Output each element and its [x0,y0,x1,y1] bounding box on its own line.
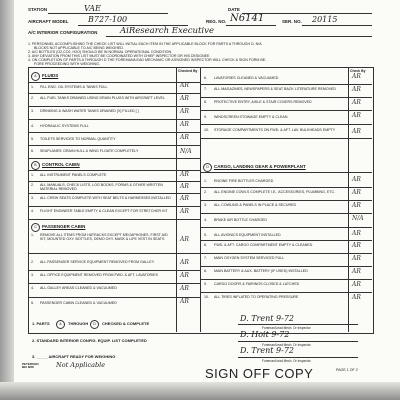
initial-mark: N/A [180,148,192,155]
item-number: 1. [31,233,34,237]
instruction-line: 3. ANY DEVIATION FROM THIS LIST MUST BE COORDINATED WITH CHIEF INSPECTOR OR HIS DESIGNEE. [28,54,211,58]
initial-mark: AR [352,112,361,119]
initial-mark: AR [352,230,361,237]
item-number: 3. [204,203,207,207]
checklist-item: ALL FUEL TANKS DRAINED USING DRAIN PLUGS WITH AIRCRAFT LEVEL [40,96,165,100]
section-a-title: FLUIDS [42,73,59,78]
interior-config-label: A/C INTERIOR CONFIGURATION [28,30,98,35]
initial-mark: AR [180,195,189,202]
initial-mark: AR [180,108,189,115]
section-d-title: CARGO, LANDING GEAR & POWERPLANT [214,164,306,169]
checklist-item: ALL AVIONICS EQUIPMENT INSTALLED [214,233,281,237]
initial-mark: AR [352,99,361,106]
initial-mark: AR [180,208,189,215]
item-number: 7. [204,87,207,91]
checklist-item: FILL ENG. OIL SYSTEMS & TANKS FULL [40,85,108,89]
section-a-letter: A [31,72,40,81]
item-number: 5. [31,301,34,305]
initial-mark: AR [180,134,189,141]
item-number: 4. [204,218,207,222]
checklist-item: ALL CREW SEATS COMPLETE WITH SEAT BELTS & HARNESSES INSTALLED [40,196,171,200]
signature-3: D. Trent 9-72 [240,346,294,355]
initial-mark: AR [352,176,361,183]
item-number: 3. [31,196,34,200]
signature-caption: Foreman/Lead Mech. Or Inspector [262,326,311,330]
checklist-item: ALL PASSENGER SERVICE EQUIPMENT REMOVED FROM GALLEY [40,260,155,264]
checklist-item: REMOVE ALL ITEMS FROM HATRACKS EXCEPT MEGAPHONES, FIRST AID KIT, MOUNTED OXY. BOTTLES, DEMO OXY. MASK & LIFE VEST IN SEATS [40,233,168,241]
signoff-through-label: THROUGH [68,321,89,326]
initial-mark: N/A [352,215,364,222]
initial-mark: AR [352,294,361,301]
checklist-item: ALL ENGINE COWLS COMPLETE I.E., ACCESSORIES, PLUMBING, ETC. [214,190,336,194]
item-number: 1. [31,85,34,89]
form-number: PETERSON BEI 8/68 [22,362,39,370]
item-number: 7. [204,256,207,260]
initial-mark: AR [180,298,189,305]
item-number: 2. [31,96,34,100]
initial-mark: AR [352,73,361,80]
initial-mark: AR [180,285,189,292]
item-number: 6. [204,243,207,247]
item-number: 4. [31,286,34,290]
scan-left-edge [0,0,14,400]
checklist-item: DRINKING & WASH WATER TANKS DRAINED [X] FILLED [ ] [40,109,139,113]
instruction-line: FORE PROCEEDING WITH WEIGHING. [34,62,100,66]
signoff-letter-d: D [90,320,99,329]
initial-mark: AR [352,86,361,93]
initial-mark: AR [180,82,189,89]
checklist-item: SEAPLANES: DRAIN HULL & WING FLOATE COMPLETELY [40,149,139,153]
initial-mark: AR [352,268,361,275]
checklist-item: MAIN BATTERY & AUX. BATTERY (IF USED) INSTALLED [214,269,308,273]
item-number: 9. [204,115,207,119]
station-value: VAE [84,4,101,13]
initial-mark: AR [180,183,189,190]
item-number: 4. [31,209,34,213]
checked-by-header-right: Check By [350,69,366,73]
checklist-item: HYDRAULIC SYSTEMS FULL [40,124,89,128]
section-b-letter: B [31,161,40,170]
initial-mark: AR [352,128,361,135]
initial-mark: AR [180,95,189,102]
signoff-checked-complete: CHECKED & COMPLETE [102,321,150,326]
instruction-line: 2. A/C BOTTLES (O2,CO2, H2O) SHOULD BE IN NORMAL OPERATIONAL CONDITION. [28,50,173,54]
checked-by-header: Checked By [178,69,198,73]
page-number: PAGE 1 OF 2 [336,368,358,372]
not-applicable-note: Not Applicable [56,361,106,369]
initial-mark: AR [180,259,189,266]
item-number: 6. [31,149,34,153]
initial-mark: AR [352,255,361,262]
checklist-item: BRAKE AIR BOTTLE CHARGED [214,218,267,222]
item-number: 9. [204,282,207,286]
item-number: 8. [204,100,207,104]
section-c-title: PASSENGER CABIN [42,224,86,229]
checklist-item: ALL COWLING & PANELS IN PLACE & SECURED [214,203,297,207]
instruction-line: 4. ON COMPLETION OF PARTS A THROUGH D THE FOREMAN/LEAD MECHANIC OR ASSIGNED INSPECTOR WILL CHECK & SIGN FORM BE- [28,58,267,62]
checklist-item: ALL INSTRUMENT PANELS COMPLETE [40,173,107,177]
checklist-item: FWD. & AFT. CARGO COMPARTMENT EMPTY & CLEANED [214,243,313,247]
sign-off-copy-stamp: SIGN OFF COPY [205,366,314,381]
item-number: 2. [31,183,34,187]
item-number: 3. [31,109,34,113]
checklist-item: MAIN OXYGEN SYSTEM SERVICED FULL [214,256,285,260]
item-number: 3. [31,273,34,277]
signoff-parts-label: 1. PARTS [32,321,50,326]
initial-mark: AR [180,272,189,279]
initial-mark: AR [352,202,361,209]
item-number: 2. [204,190,207,194]
initial-mark: AR [352,242,361,249]
checklist-item: ALL OFFICE EQUIPMENT REMOVED FROM FWD. & AFT. LAVATORIES [40,273,158,277]
checklist-item: ALL TIRES INFLATED TO OPERATING PRESSURE [214,295,299,299]
section-b-title: CONTROL CABIN [42,162,80,167]
ser-no-value: 20115 [312,15,338,24]
signoff-ready-for-weighing: 3. _____ AIRCRAFT READY FOR WEIGHING [32,354,116,359]
signature-1: D. Trent 9-72 [240,314,294,323]
item-number: 1. [31,173,34,177]
signature-2: D. Hoit 9-72 [240,330,290,339]
checklist-item: LAVATORIES CLEANED & VACUUMED [214,76,279,80]
checklist-item: ALL MANUALS, CHECK LISTS, LOG BOOKS, FORMS & OTHER WRITTEN MATERIAL REMOVED [40,183,163,191]
aircraft-model-label: AIRCRAFT MODEL [28,19,69,24]
item-number: 5. [204,233,207,237]
interior-config-value: AiResearch Executive [120,26,214,36]
checklist-item: ALL GALLEY AREAS CLEANED & VACUUMED [40,286,117,290]
signature-caption: Foreman/Lead Mech. Or Inspector [262,359,311,363]
checklist-item: ENGINE FIRE BOTTLES CHARGED [214,179,274,183]
item-number: 8. [204,269,207,273]
initial-mark: AR [180,121,189,128]
initial-mark: AR [352,189,361,196]
aircraft-model-value: B727-100 [88,15,128,24]
checklist-item: CARGO DOORS & FAIRINGS CLOSED & LATCHED [214,282,300,286]
checklist-item: FLIGHT ENGINEER TABLE EMPTY & CLEAN EXCEPT FOR STRETCHER KIT [40,209,168,213]
checklist-item: TOILETS SERVICED TO NORMAL QUANTITY [40,137,116,141]
item-number: 1. [204,179,207,183]
item-number: 10. [204,128,209,132]
checklist-item: WINDSCREEN STOWAGE EMPTY & CLEAN [214,115,288,119]
signoff-letter-a: A [56,320,65,329]
initial-mark: AR [180,171,189,178]
checklist-item: ALL MAGAZINES, NEWSPAPERS & SEAT BACK LITERATURE REMOVED [214,87,337,91]
date-label: DATE [228,7,240,12]
item-number: 6. [204,76,207,80]
ser-no-label: SER. NO. [282,19,302,24]
checklist-item: STORAGE COMPARTMENTS ON FWD. & AFT. LAV. BULKHEADS EMPTY [214,128,336,132]
instruction-line: BLOCKS NOT APPLICABLE TO A/C BEING WEIGHED. [34,46,124,50]
section-c-letter: C [31,223,40,232]
scan-bottom-edge [0,382,400,400]
item-number: 4. [31,124,34,128]
signature-caption: Foreman/Lead Mech. Or Inspector [262,343,311,347]
signoff-standard-interior: 2. STANDARD INTERIOR CONFIG. EQUIP. LIST COMPLETED [32,338,147,343]
station-label: STATION [28,7,48,12]
checklist-item: PROTECTIVE ENTRY, AISLE & STAIR COVERS REMOVED [214,100,312,104]
item-number: 10. [204,295,209,299]
section-d-letter: D [203,163,212,172]
reg-no-value: N6141 [230,13,265,24]
initial-mark: AR [352,281,361,288]
checklist-item: PASSENGER CABIN CLEANED & VACUUMED [40,301,117,305]
reg-no-label: REG. NO. [206,19,227,24]
item-number: 2. [31,260,34,264]
item-number: 5. [31,137,34,141]
instruction-line: 1. PERSONNEL ACCOMPLISHING THE CHECK LIST WILL INITIAL EACH ITEM IN THE APPLICABLE BLOCK FOR PARTS A THROUGH D. N/A [28,42,262,46]
initial-mark: AR [180,236,189,243]
